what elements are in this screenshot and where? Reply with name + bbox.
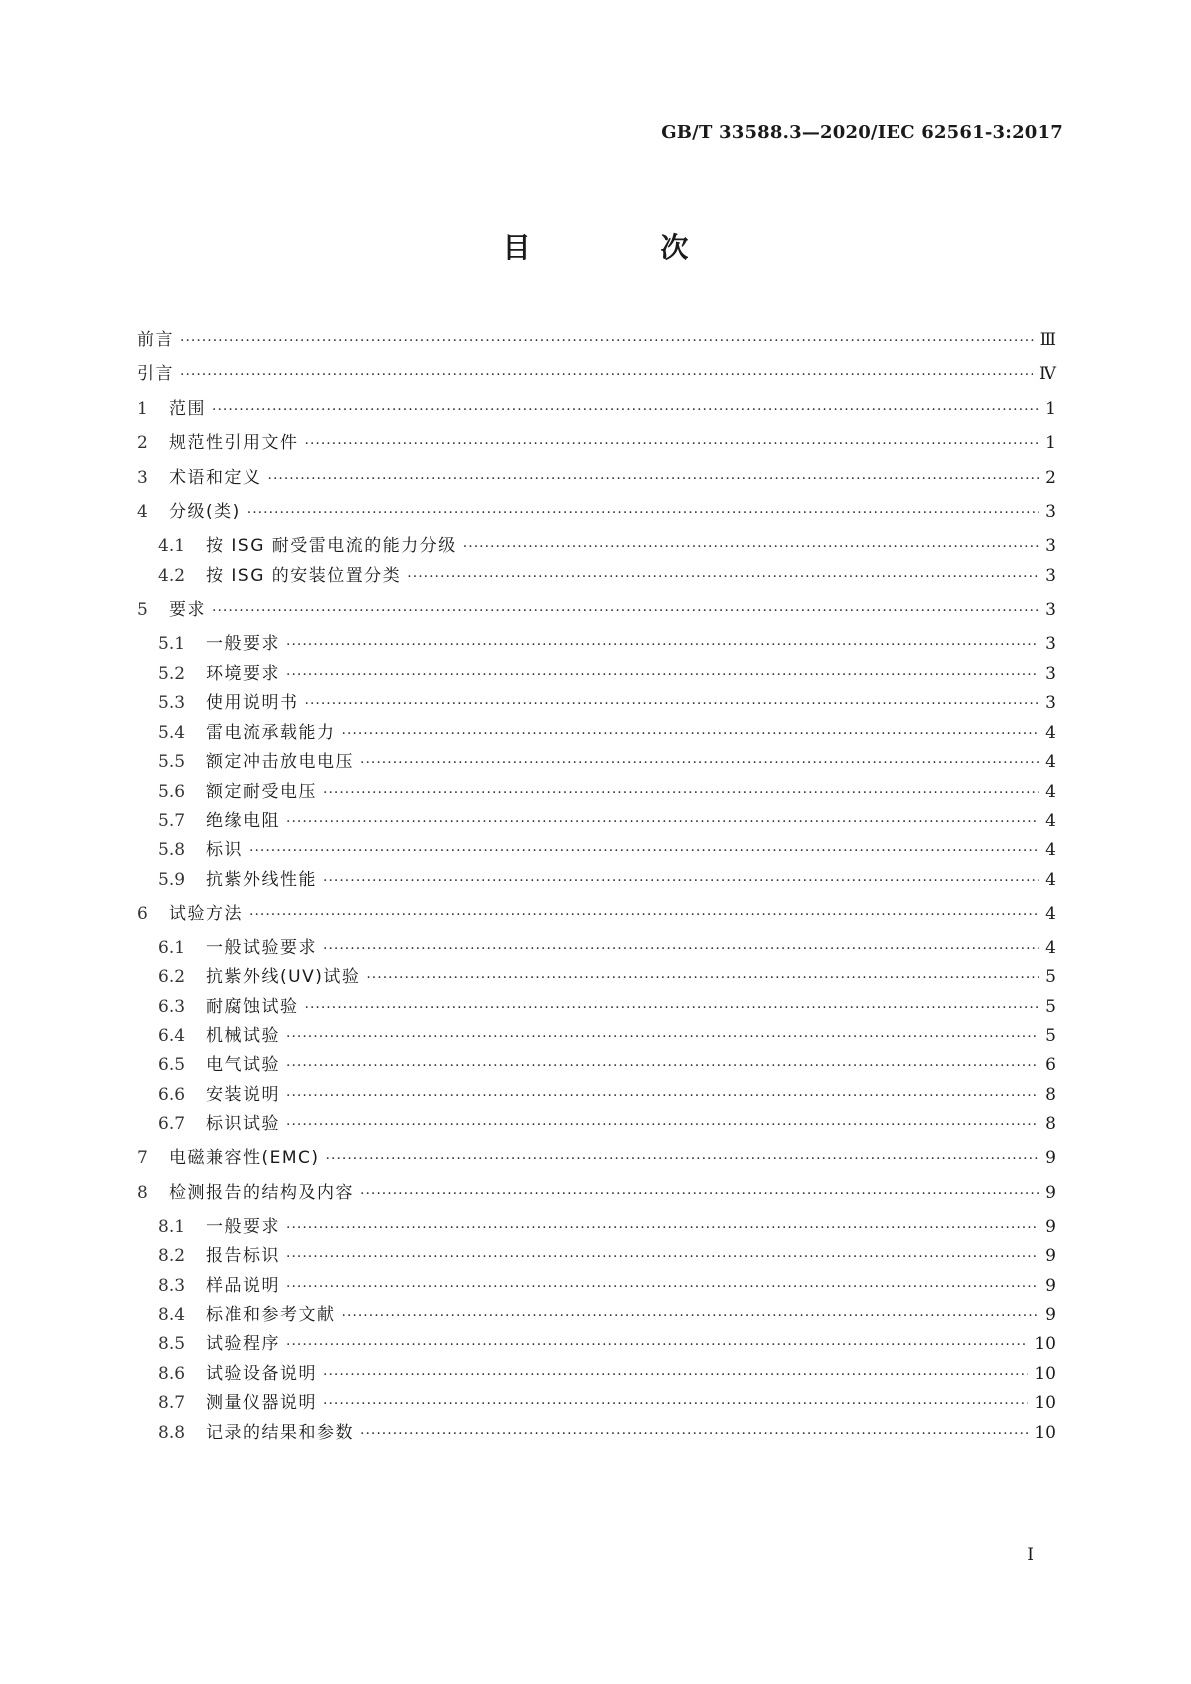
dot-leader — [286, 633, 1039, 657]
toc-entry[interactable] — [137, 1112, 1056, 1136]
toc-entry[interactable] — [137, 1053, 1056, 1077]
toc-entry-page: Ⅳ — [1039, 364, 1056, 384]
toc-entry[interactable] — [137, 1181, 1056, 1205]
toc-entry[interactable] — [137, 1215, 1056, 1239]
dot-leader — [342, 722, 1040, 746]
toc-entry-page: 3 — [1045, 634, 1056, 654]
dot-leader — [360, 751, 1039, 775]
toc-entry-page: 10 — [1034, 1364, 1056, 1384]
dot-leader — [286, 810, 1039, 834]
toc-entry-label: 绝缘电阻 — [206, 811, 280, 831]
dot-leader — [366, 966, 1039, 990]
dot-leader — [286, 1113, 1039, 1137]
toc-entry-page: 4 — [1045, 723, 1056, 743]
dot-leader — [247, 501, 1039, 525]
toc-entry-number: 5.2 — [158, 664, 186, 684]
toc-entry-label: 电磁兼容性(EMC) — [169, 1148, 320, 1168]
toc-entry[interactable] — [137, 691, 1056, 715]
toc-entry-number: 1 — [137, 399, 148, 419]
toc-entry[interactable] — [137, 721, 1056, 745]
toc-entry[interactable] — [137, 397, 1056, 421]
toc-entry-number: 8.3 — [158, 1276, 186, 1296]
toc-entry-number: 4.2 — [158, 566, 186, 586]
toc-entry-label: 样品说明 — [206, 1276, 280, 1296]
toc-entry-page: 3 — [1045, 600, 1056, 620]
toc-entry-number: 6.2 — [158, 967, 186, 987]
toc-entry[interactable] — [137, 1146, 1056, 1170]
toc-entry[interactable] — [137, 1332, 1056, 1356]
toc-entry[interactable] — [137, 1274, 1056, 1298]
toc-entry-page: 9 — [1045, 1183, 1056, 1203]
toc-entry-page: 3 — [1045, 693, 1056, 713]
toc-entry-number: 6.5 — [158, 1055, 186, 1075]
dot-leader — [286, 663, 1039, 687]
toc-entry[interactable] — [137, 1362, 1056, 1386]
toc-entry[interactable] — [137, 632, 1056, 656]
toc-entry-label: 检测报告的结构及内容 — [169, 1183, 354, 1203]
toc-entry[interactable] — [137, 662, 1056, 686]
toc-entry-number: 5.4 — [158, 723, 186, 743]
toc-entry-number: 8.1 — [158, 1217, 186, 1237]
page-title: 目 次 — [502, 231, 749, 264]
dot-leader — [249, 903, 1039, 927]
toc-entry-page: Ⅲ — [1039, 330, 1056, 350]
toc-entry-number: 5.9 — [158, 870, 186, 890]
toc-entry-number: 6.3 — [158, 997, 186, 1017]
toc-entry[interactable] — [137, 1421, 1056, 1445]
toc-entry-number: 8 — [137, 1183, 148, 1203]
dot-leader — [360, 1422, 1028, 1446]
toc-entry-label: 分级(类) — [169, 502, 241, 522]
toc-entry-label: 额定耐受电压 — [206, 782, 317, 802]
toc-entry-number: 8.5 — [158, 1334, 186, 1354]
toc-entry-page: 1 — [1045, 399, 1056, 419]
toc-entry-label: 范围 — [169, 399, 206, 419]
toc-entry-page: 4 — [1045, 938, 1056, 958]
toc-entry-page: 10 — [1034, 1334, 1056, 1354]
toc-entry-page: 9 — [1045, 1305, 1056, 1325]
toc-entry-page: 4 — [1045, 752, 1056, 772]
toc-entry[interactable] — [137, 1244, 1056, 1268]
toc-entry-number: 6 — [137, 904, 148, 924]
toc-entry-label: 使用说明书 — [206, 693, 299, 713]
toc-entry[interactable] — [137, 902, 1056, 926]
dot-leader — [286, 1333, 1028, 1357]
toc-entry[interactable] — [137, 1391, 1056, 1415]
toc-entry-page: 9 — [1045, 1217, 1056, 1237]
toc-entry-page: 4 — [1045, 811, 1056, 831]
toc-entry-label: 额定冲击放电电压 — [206, 752, 354, 772]
toc-entry[interactable] — [137, 809, 1056, 833]
dot-leader — [286, 1084, 1039, 1108]
dot-leader — [180, 363, 1033, 387]
toc-entry-label: 按 ISG 耐受雷电流的能力分级 — [206, 536, 457, 556]
toc-entry-label: 一般要求 — [206, 634, 280, 654]
toc-entry[interactable] — [137, 466, 1056, 490]
toc-entry-label: 报告标识 — [206, 1246, 280, 1266]
toc-entry-label: 规范性引用文件 — [169, 433, 299, 453]
toc-entry-page: 8 — [1045, 1085, 1056, 1105]
dot-leader — [323, 1363, 1028, 1387]
toc-entry-page: 4 — [1045, 782, 1056, 802]
toc-entry[interactable] — [137, 534, 1056, 558]
dot-leader — [286, 1054, 1039, 1078]
dot-leader — [249, 839, 1039, 863]
toc-entry-page: 2 — [1045, 468, 1056, 488]
toc-entry-page: 8 — [1045, 1114, 1056, 1134]
toc-entry-page: 4 — [1045, 904, 1056, 924]
dot-leader — [286, 1216, 1039, 1240]
dot-leader — [305, 996, 1040, 1020]
dot-leader — [360, 1182, 1039, 1206]
toc-entry-number: 8.2 — [158, 1246, 186, 1266]
toc-entry-label: 耐腐蚀试验 — [206, 997, 299, 1017]
toc-entry[interactable] — [137, 750, 1056, 774]
toc-entry-label: 雷电流承载能力 — [206, 723, 336, 743]
dot-leader — [305, 692, 1040, 716]
toc-entry[interactable] — [137, 598, 1056, 622]
toc-entry-page: 9 — [1045, 1276, 1056, 1296]
toc-entry[interactable] — [137, 1303, 1056, 1327]
dot-leader — [323, 869, 1039, 893]
toc-entry-number: 5.6 — [158, 782, 186, 802]
toc-entry-page: 3 — [1045, 664, 1056, 684]
toc-entry[interactable] — [137, 1083, 1056, 1107]
toc-entry-page: 10 — [1034, 1393, 1056, 1413]
toc-entry[interactable] — [137, 431, 1056, 455]
toc-entry-number: 8.8 — [158, 1423, 186, 1443]
toc-entry-label: 安装说明 — [206, 1085, 280, 1105]
toc-entry-page: 5 — [1045, 1026, 1056, 1046]
toc-entry-page: 3 — [1045, 502, 1056, 522]
toc-entry-number: 4 — [137, 502, 148, 522]
toc-entry-page: 1 — [1045, 433, 1056, 453]
toc-entry[interactable] — [137, 500, 1056, 524]
dot-leader — [286, 1245, 1039, 1269]
toc-entry-number: 7 — [137, 1148, 148, 1168]
dot-leader — [286, 1275, 1039, 1299]
toc-entry-label: 前言 — [137, 330, 174, 350]
toc-entry-label: 术语和定义 — [169, 468, 262, 488]
toc-entry-number: 6.1 — [158, 938, 186, 958]
toc-entry-page: 3 — [1045, 536, 1056, 556]
toc-entry[interactable] — [137, 1024, 1056, 1048]
toc-entry[interactable] — [137, 780, 1056, 804]
toc-entry-number: 6.6 — [158, 1085, 186, 1105]
toc-entry-number: 8.7 — [158, 1393, 186, 1413]
toc-entry-label: 引言 — [137, 364, 174, 384]
toc-entry-number: 5.1 — [158, 634, 186, 654]
toc-entry-label: 测量仪器说明 — [206, 1393, 317, 1413]
toc-entry-number: 5.8 — [158, 840, 186, 860]
dot-leader — [323, 1392, 1028, 1416]
toc-entry-label: 抗紫外线(UV)试验 — [206, 967, 361, 987]
toc-entry-number: 6.7 — [158, 1114, 186, 1134]
toc-entry-number: 8.4 — [158, 1305, 186, 1325]
dot-leader — [323, 781, 1039, 805]
toc-entry[interactable] — [137, 936, 1056, 960]
toc-entry-page: 9 — [1045, 1246, 1056, 1266]
toc-entry-number: 5.7 — [158, 811, 186, 831]
toc-entry-page: 4 — [1045, 870, 1056, 890]
toc-entry-page: 4 — [1045, 840, 1056, 860]
toc-entry-label: 一般试验要求 — [206, 938, 317, 958]
toc-entry-page: 10 — [1034, 1423, 1056, 1443]
toc-entry-number: 6.4 — [158, 1026, 186, 1046]
dot-leader — [342, 1304, 1040, 1328]
toc-entry[interactable] — [137, 838, 1056, 862]
toc-entry-number: 5.3 — [158, 693, 186, 713]
toc-entry-label: 抗紫外线性能 — [206, 870, 317, 890]
toc-entry-page: 3 — [1045, 566, 1056, 586]
toc-entry-label: 环境要求 — [206, 664, 280, 684]
page-number: I — [1027, 1545, 1034, 1565]
toc-entry-label: 电气试验 — [206, 1055, 280, 1075]
dot-leader — [212, 599, 1039, 623]
dot-leader — [286, 1025, 1039, 1049]
toc-entry[interactable] — [137, 995, 1056, 1019]
toc-entry-number: 8.6 — [158, 1364, 186, 1384]
toc-entry-label: 要求 — [169, 600, 206, 620]
toc-entry[interactable] — [137, 328, 1056, 352]
toc-entry-number: 5 — [137, 600, 148, 620]
dot-leader — [463, 535, 1039, 559]
dot-leader — [323, 937, 1039, 961]
toc-entry-page: 5 — [1045, 997, 1056, 1017]
toc-entry-label: 标识 — [206, 840, 243, 860]
toc-entry-number: 5.5 — [158, 752, 186, 772]
toc-entry-label: 标准和参考文献 — [206, 1305, 336, 1325]
dot-leader — [212, 398, 1039, 422]
dot-leader — [407, 565, 1039, 589]
toc-entry-label: 试验方法 — [169, 904, 243, 924]
toc-entry-number: 4.1 — [158, 536, 186, 556]
toc-entry-label: 机械试验 — [206, 1026, 280, 1046]
toc-entry[interactable] — [137, 362, 1056, 386]
toc-entry-number: 3 — [137, 468, 148, 488]
toc-entry[interactable] — [137, 564, 1056, 588]
toc-entry-label: 一般要求 — [206, 1217, 280, 1237]
toc-entry-label: 试验设备说明 — [206, 1364, 317, 1384]
toc-entry-page: 5 — [1045, 967, 1056, 987]
dot-leader — [268, 467, 1040, 491]
toc-entry-page: 6 — [1045, 1055, 1056, 1075]
toc-entry-number: 2 — [137, 433, 148, 453]
dot-leader — [180, 329, 1034, 353]
dot-leader — [305, 432, 1040, 456]
toc-entry-label: 试验程序 — [206, 1334, 280, 1354]
toc-entry[interactable] — [137, 965, 1056, 989]
toc-entry-label: 按 ISG 的安装位置分类 — [206, 566, 402, 586]
standard-code: GB/T 33588.3—2020/IEC 62561-3:2017 — [661, 122, 1063, 143]
toc-entry-label: 标识试验 — [206, 1114, 280, 1134]
toc-entry-label: 记录的结果和参数 — [206, 1423, 354, 1443]
toc-entry-page: 9 — [1045, 1148, 1056, 1168]
dot-leader — [326, 1147, 1040, 1171]
toc-entry[interactable] — [137, 868, 1056, 892]
